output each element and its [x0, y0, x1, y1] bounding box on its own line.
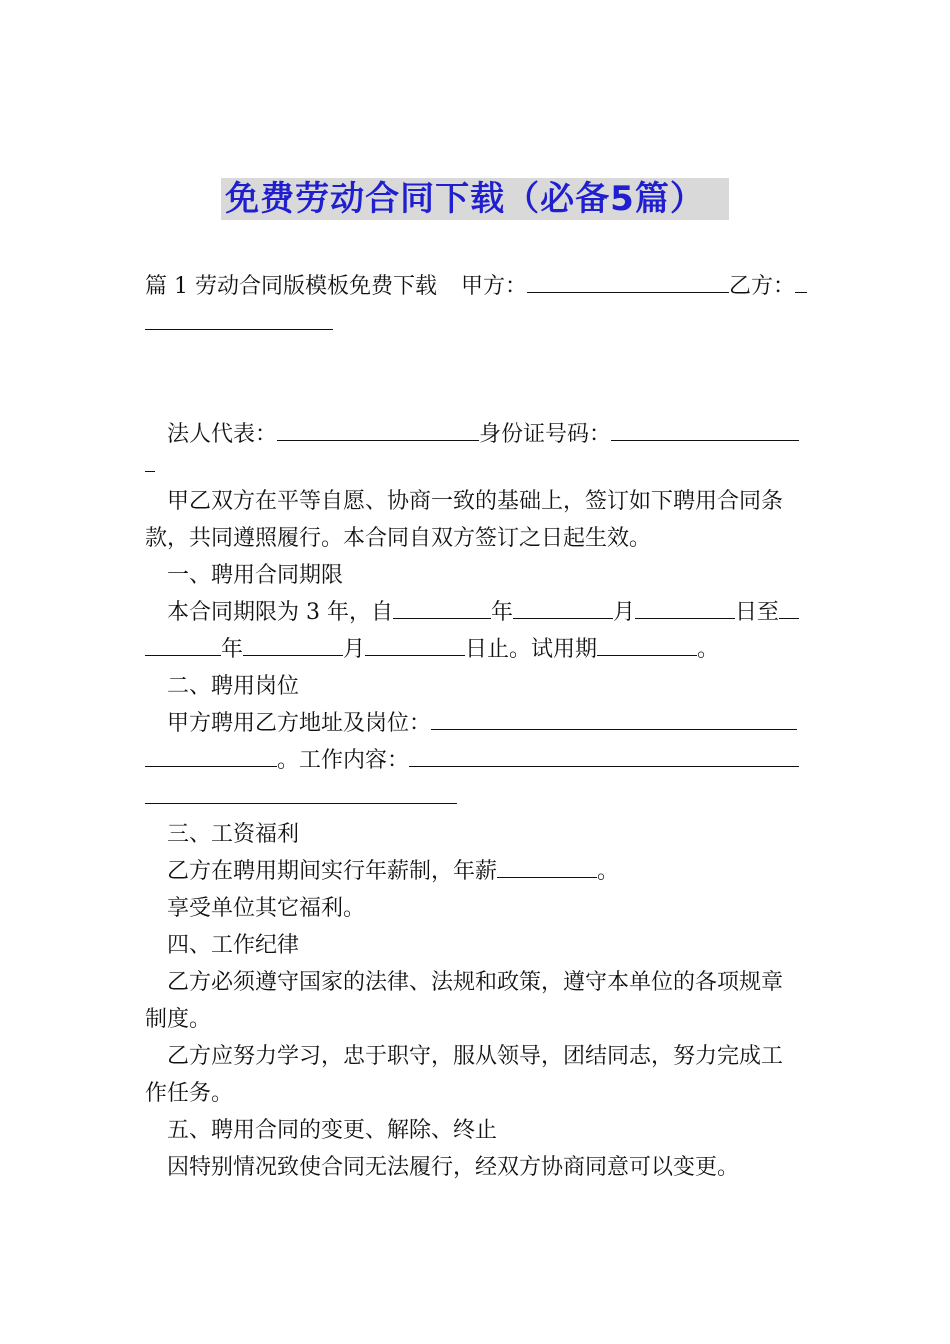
section-3-heading: 三、工资福利	[167, 822, 300, 847]
section-2-heading: 二、聘用岗位	[167, 674, 300, 699]
p1-line	[145, 268, 807, 305]
s1-blank-year2-b	[145, 631, 221, 656]
section-5-heading: 五、聘用合同的变更、解除、终止	[167, 1118, 498, 1143]
s5-line1: 因特别情况致使合同无法履行，经双方协商同意可以变更。	[167, 1155, 740, 1180]
s2-line1	[145, 705, 807, 742]
s2-blank-content-a	[409, 742, 799, 767]
spacer	[145, 342, 807, 416]
s2-text-a: 甲方聘用乙方地址及岗位：	[167, 711, 432, 736]
yifang-blank-b	[145, 305, 333, 330]
s4-line4: 作任务。	[145, 1081, 234, 1106]
document-title: 免费劳动合同下载（必备5篇）	[221, 178, 729, 220]
rep-label: 法人代表：	[167, 422, 278, 447]
s1-year2: 年	[221, 637, 244, 662]
section-4-heading: 四、工作纪律	[167, 933, 300, 958]
s3-text-a-end: 。	[597, 859, 620, 884]
s1-blank-year2-a	[779, 594, 799, 619]
rep-line	[145, 416, 807, 453]
document-body	[145, 268, 807, 1186]
s1-blank-month	[513, 594, 613, 619]
s1-blank-day2	[365, 631, 465, 656]
s4-line3: 乙方应努力学习，忠于职守，服从领导，团结同志，努力完成工	[167, 1044, 784, 1069]
s1-period-end: 。	[697, 637, 720, 662]
id-label: 身份证号码：	[479, 422, 612, 447]
s3-blank-salary	[497, 853, 597, 878]
intro-line2: 款，共同遵照履行。本合同自双方签订之日起生效。	[145, 526, 652, 551]
s1-blank-trial	[597, 631, 697, 656]
s1-day-end: 日止。试用期	[465, 637, 598, 662]
s1-month: 月	[613, 600, 636, 625]
s1-day-to: 日至	[735, 600, 780, 625]
s1-blank-month2	[243, 631, 343, 656]
s2-line2	[145, 742, 807, 779]
yifang-blank-a	[795, 268, 807, 293]
p1-line2	[145, 305, 807, 342]
s1-month2: 月	[343, 637, 366, 662]
s2-blank-content-b	[145, 779, 457, 804]
s4-line1: 乙方必须遵守国家的法律、法规和政策，遵守本单位的各项规章	[167, 970, 784, 995]
jiafang-label: 甲方：	[460, 274, 527, 299]
s2-blank-position-a	[431, 705, 797, 730]
s1-blank-year	[393, 594, 491, 619]
yifang-label: 乙方：	[729, 274, 796, 299]
s1-line2	[145, 631, 807, 668]
s2-line3	[145, 779, 807, 816]
s1-line1	[145, 594, 807, 631]
s1-year: 年	[490, 600, 513, 625]
intro-line1: 甲乙双方在平等自愿、协商一致的基础上，签订如下聘用合同条	[167, 489, 784, 514]
section-1-heading: 一、聘用合同期限	[167, 563, 344, 588]
s2-text-b: 。工作内容：	[277, 748, 410, 773]
id-blank-b	[145, 457, 155, 472]
s1-blank-day	[635, 594, 735, 619]
s3-text-a: 乙方在聘用期间实行年薪制，年薪	[167, 859, 498, 884]
rep-line2	[145, 453, 807, 479]
jiafang-blank	[527, 268, 729, 293]
title-container	[0, 178, 950, 220]
s3-line1	[145, 853, 807, 890]
id-blank-a	[611, 416, 799, 441]
s3-line2: 享受单位其它福利。	[167, 896, 366, 921]
rep-blank	[277, 416, 479, 441]
s4-line2: 制度。	[145, 1007, 212, 1032]
s2-blank-position-b	[145, 742, 277, 767]
s1-text-a: 本合同期限为 3 年，自	[167, 600, 393, 625]
p1-label: 篇 1 劳动合同版模板免费下载	[145, 274, 437, 299]
